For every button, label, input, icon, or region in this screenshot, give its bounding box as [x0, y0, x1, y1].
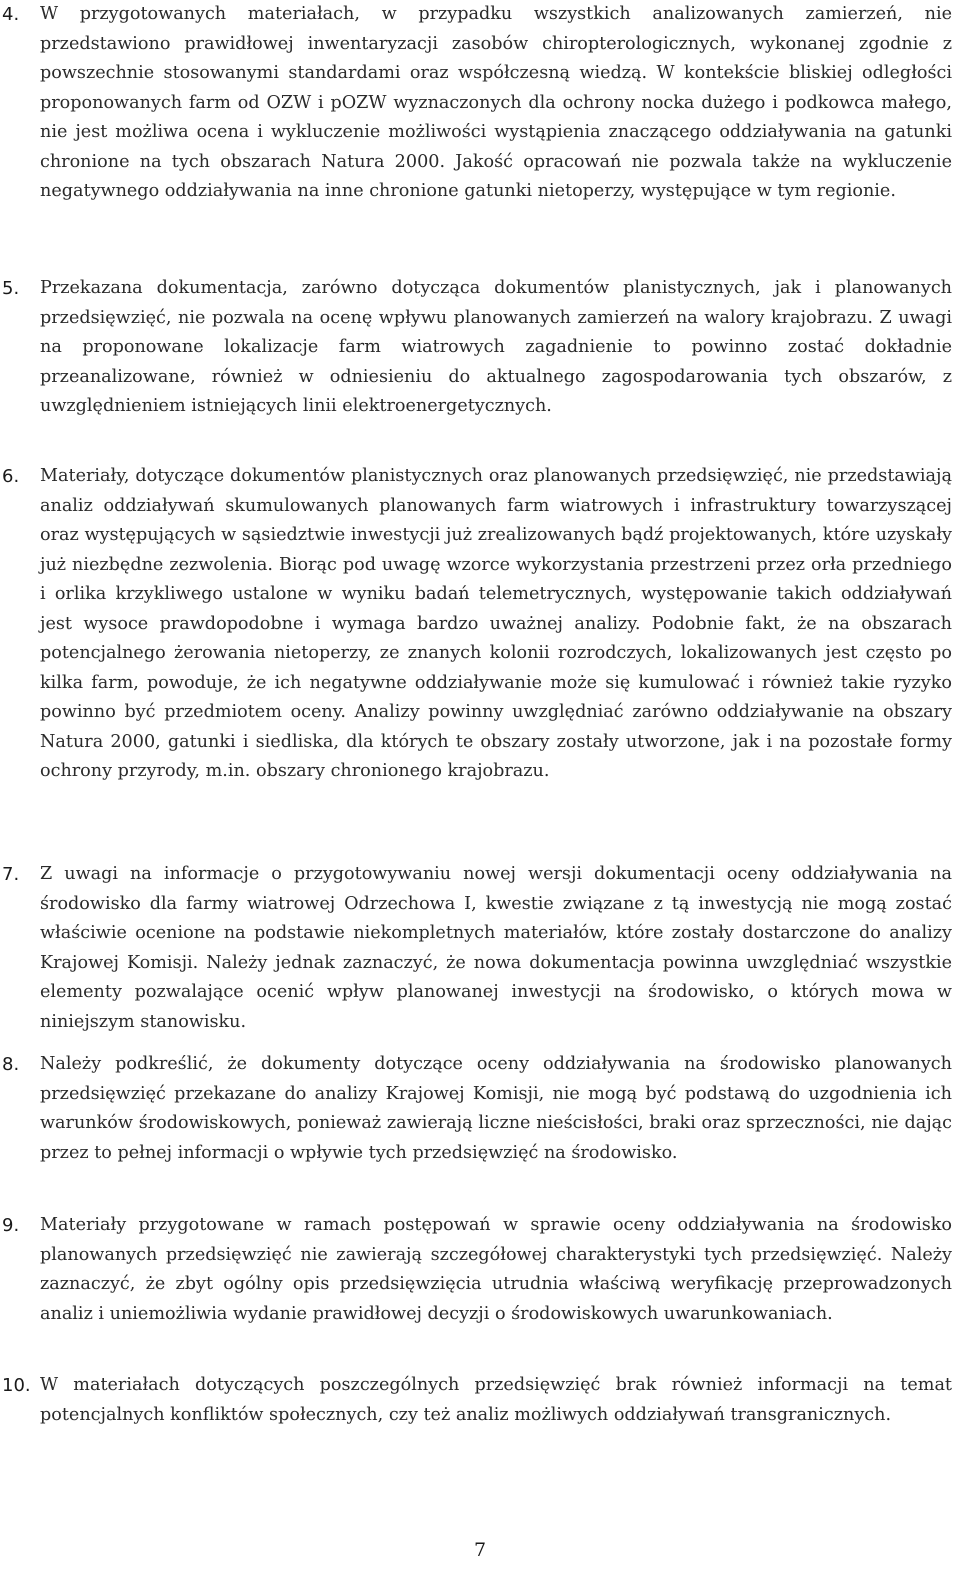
item-text: Materiały przygotowane w ramach postępowań w sprawie oceny oddziaływania na środowisko planowanych przedsięwzięć nie zawierają szczegółowej charakterystyki tych przedsięwzięć. Należy zaznaczyć, że zbyt ogólny opis przedsięwzięcia utrudnia właściwą weryfikację przeprowadzonych analiz i uniemożliwia wydanie prawidłowej decyzji o środowiskowych uwarunkowaniach. — [40, 1215, 952, 1324]
item-number: 10. — [2, 1375, 31, 1396]
item-text: W przygotowanych materiałach, w przypadku wszystkich analizowanych zamierzeń, nie przedstawiono prawidłowej inwentaryzacji zasobów chiropterologicznych, wykonanej zgodnie z powszechnie stosowanymi standardami oraz współczesną wiedzą. W kontekście bliskiej odległości proponowanych farm od OZW i pOZW wyznaczonych dla ochrony nocka dużego i podkowca małego, nie jest możliwa ocena i wykluczenie możliwości wystąpienia znaczącego oddziaływania na gatunki chronione na tych obszarach Natura 2000. Jakość opracowań nie pozwala także na wykluczenie negatywnego oddziaływania na inne chronione gatunki nietoperzy, występujące w tym regionie. — [40, 4, 952, 201]
item-number: 4. — [2, 4, 20, 25]
item-text: Materiały, dotyczące dokumentów planistycznych oraz planowanych przedsięwzięć, nie przedstawiają analiz oddziaływań skumulowanych planowanych farm wiatrowych i infrastruktury towarzyszącej oraz występujących w sąsiedztwie inwestycji już zrealizowanych bądź projektowanych, które uzyskały już niezbędne zezwolenia. Biorąc pod uwagę wzorce wykorzystania przestrzeni przez orła przedniego i orlika krzykliwego ustalone w wyniku badań telemetrycznych, występowanie takich oddziaływań jest wysoce prawdopodobne i wymaga bardzo uważnej analizy. Podobnie fakt, że na obszarach potencjalnego żerowania nietoperzy, ze znanych kolonii rozrodczych, lokalizowanych jest często po kilka farm, powoduje, że ich negatywne oddziaływanie może się kumulować i również takie ryzyko powinno być przedmiotem oceny. Analizy powinny uwzględniać zarówno oddziaływanie na obszary Natura 2000, gatunki i siedliska, dla których te obszary zostały utworzone, jak i na pozostałe formy ochrony przyrody, m.in. obszary chronionego krajobrazu. — [40, 466, 952, 781]
item-text: Należy podkreślić, że dokumenty dotyczące oceny oddziaływania na środowisko planowanych przedsięwzięć przekazane do analizy Krajowej Komisji, nie mogą być podstawą do uzgodnienia ich warunków środowiskowych, ponieważ zawierają liczne nieścisłości, braki oraz sprzeczności, nie dając przez to pełnej informacji o wpływie tych przedsięwzięć na środowisko. — [40, 1054, 952, 1163]
item-number: 9. — [2, 1215, 20, 1236]
item-number: 7. — [2, 864, 20, 885]
item-text: Z uwagi na informacje o przygotowywaniu nowej wersji dokumentacji oceny oddziaływania na środowisko dla farmy wiatrowej Odrzechowa I, kwestie związane z tą inwestycją nie mogą zostać właściwie ocenione na podstawie niekompletnych materiałów, które zostały dostarczone do analizy Krajowej Komisji. Należy jednak zaznaczyć, że nowa dokumentacja powinna uwzględniać wszystkie elementy pozwalające ocenić wpływ planowanej inwestycji na środowisko, o których mowa w niniejszym stanowisku. — [40, 864, 952, 1032]
item-text: W materiałach dotyczących poszczególnych przedsięwzięć brak również informacji na temat potencjalnych konfliktów społecznych, czy też analiz możliwych oddziaływań transgranicznych. — [40, 1375, 952, 1425]
item-text: Przekazana dokumentacja, zarówno dotycząca dokumentów planistycznych, jak i planowanych przedsięwzięć, nie pozwala na ocenę wpływu planowanych zamierzeń na walory krajobrazu. Z uwagi na proponowane lokalizacje farm wiatrowych zagadnienie to powinno zostać dokładnie przeanalizowane, również w odniesieniu do aktualnego zagospodarowania tych obszarów, z uwzględnieniem istniejących linii elektroenergetycznych. — [40, 278, 952, 416]
item-number: 8. — [2, 1054, 20, 1075]
page-number: 7 — [473, 1539, 487, 1561]
item-number: 5. — [2, 278, 20, 299]
item-number: 6. — [2, 466, 20, 487]
